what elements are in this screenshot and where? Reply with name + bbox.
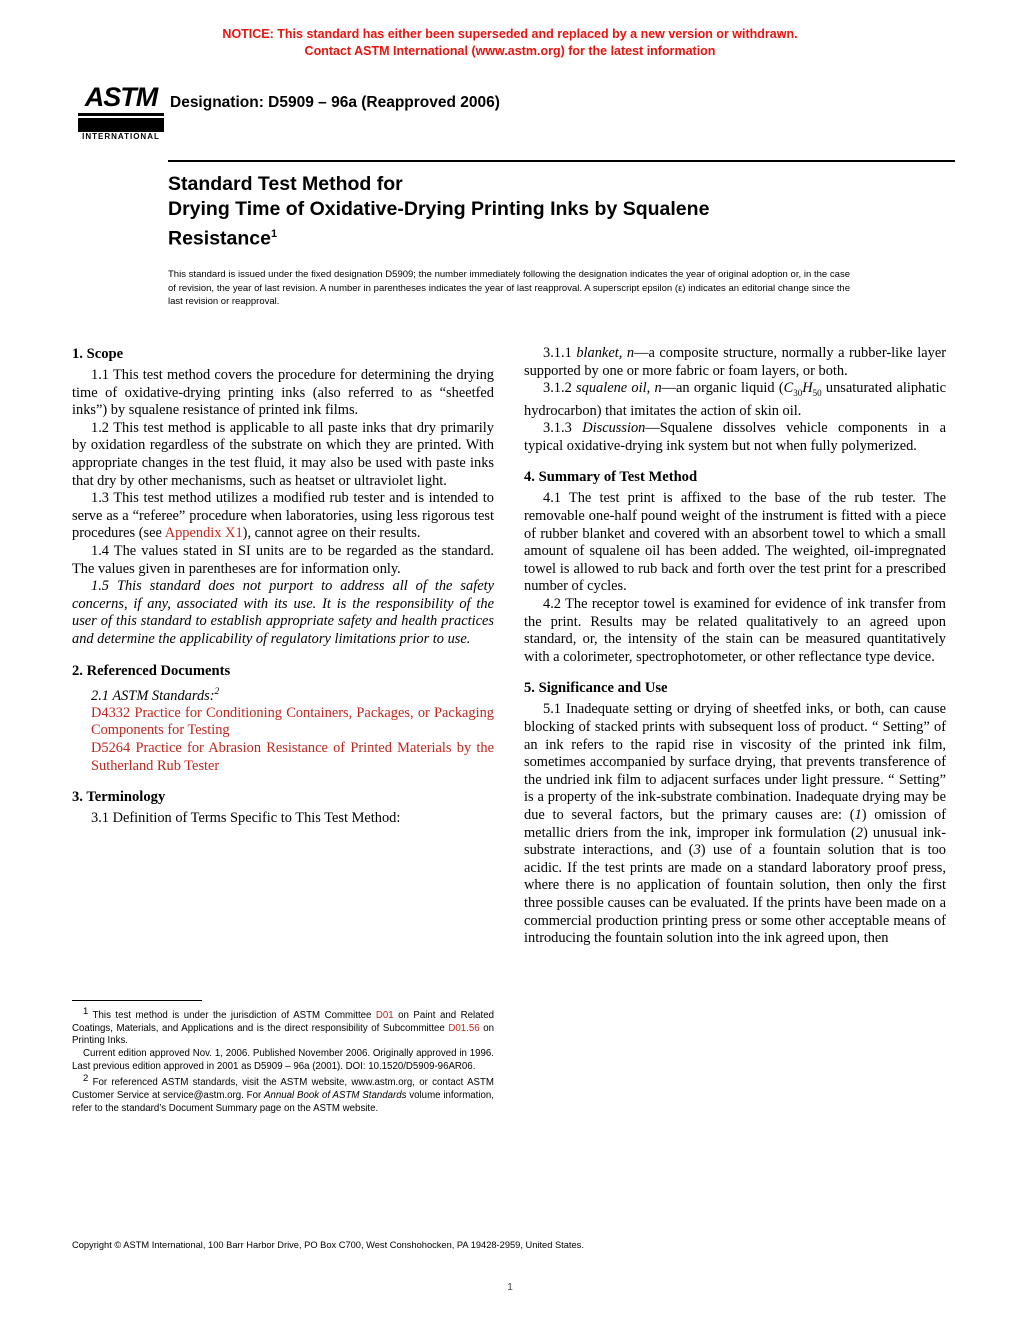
appendix-x1-link[interactable]: Appendix X1 xyxy=(164,525,243,542)
footnote-1-text-c: on Printing Inks. xyxy=(72,1022,495,1047)
footnote-2-marker: 2 xyxy=(83,1073,89,1085)
footnotes-block xyxy=(72,1006,494,1115)
scope-1-3-text-b: ), cannot agree on their results. xyxy=(242,525,421,542)
column-left xyxy=(72,345,494,828)
referenced-doc-d4332-title[interactable]: Practice for Conditioning Containers, Packages, or Packaging Components for Testing xyxy=(91,704,494,739)
scope-para-1-5: 1.5 This standard does not purport to address all of the safety concerns, if any, associated with its use. It is the responsibility of the user of this standard to establish appropriate safety and health practices and determine the applicability of regulatory limitations prior to use. xyxy=(72,578,494,647)
subcommittee-d0156-link[interactable]: D01.56 xyxy=(448,1022,480,1034)
logo-bar xyxy=(78,118,164,132)
def-3-1-1-text: —a composite structure, normally a rubber-like layer supported by one or more fabric or foam layers, or both. xyxy=(524,345,947,379)
def-3-1-2-text-a: —an organic liquid ( xyxy=(661,380,784,397)
column-right xyxy=(524,345,946,948)
section-heading-scope: 1. Scope xyxy=(72,346,124,362)
astm-logo-sub: INTERNATIONAL xyxy=(82,132,160,141)
scope-para-1-2: 1.2 This test method is applicable to all paste inks that dry primarily by oxidation regardless of the substrate on which they are printed. With appropriate changes in the test fluid, it may also be used with paste inks that dry by other mechanisms, such as heatset or ultraviolet light. xyxy=(72,419,494,489)
formula-c: C xyxy=(783,380,794,397)
title-line-3: Resistance xyxy=(168,227,271,250)
terminology-def-3-1-3 xyxy=(524,420,946,455)
footnote-2 xyxy=(72,1073,494,1115)
designation-text: Designation: D5909 – 96a (Reapproved 2006) xyxy=(170,94,500,111)
title-line-1: Standard Test Method for xyxy=(168,173,403,195)
header-rule xyxy=(168,160,955,162)
def-3-1-1-number: 3.1.1 xyxy=(543,345,577,361)
def-3-1-2-term: squalene oil, n xyxy=(576,380,662,397)
footnote-1-marker: 1 xyxy=(83,1006,89,1017)
copyright-line: Copyright © ASTM International, 100 Barr Harbor Drive, PO Box C700, West Conshohocken, PA 19428-2959, United States. xyxy=(72,1240,584,1250)
title-block xyxy=(168,172,958,252)
withdrawn-notice xyxy=(0,26,1020,60)
def-3-1-3-text: —Squalene dissolves vehicle components in a typical oxidative-drying ink system but not when fully polymerized. xyxy=(524,420,946,454)
notice-line-1: NOTICE: This standard has either been superseded and replaced by a new version or withdrawn. xyxy=(222,27,798,41)
scope-para-1-4: 1.4 The values stated in SI units are to be regarded as the standard. The values given in parentheses are for information only. xyxy=(72,542,494,577)
astm-logo xyxy=(75,82,167,154)
terminology-def-3-1-1 xyxy=(524,345,946,380)
sig-text-c: ) unusual ink-substrate interactions, and ( xyxy=(524,824,946,859)
def-3-1-2-number: 3.1.2 xyxy=(543,380,577,397)
section-heading-summary: 4. Summary of Test Method xyxy=(524,469,698,486)
def-3-1-1-term: blanket, n xyxy=(576,345,635,361)
title-line-2: Drying Time of Oxidative-Drying Printing Inks by Squalene xyxy=(168,198,710,220)
def-3-1-2-text-b: unsaturated aliphatic hydrocarbon) that imitates the action of skin oil. xyxy=(524,380,946,419)
referenced-doc-d5264-id[interactable]: D5264 xyxy=(91,740,131,757)
referenced-doc-d5264-title[interactable]: Practice for Abrasion Resistance of Printed Materials by the Sutherland Rub Tester xyxy=(91,740,494,774)
astm-logo-mark: ASTM xyxy=(84,82,158,112)
footnote-1-text-a: This test method is under the jurisdiction of ASTM Committee xyxy=(92,1010,376,1022)
def-3-1-3-number: 3.1.3 xyxy=(543,420,583,437)
formula-h-subscript: 50 xyxy=(812,388,822,399)
terminology-para-3-1: 3.1 Definition of Terms Specific to This Test Method: xyxy=(91,810,401,827)
logo-divider xyxy=(78,113,164,116)
formula-c-subscript: 30 xyxy=(793,388,803,399)
sig-text-d: ) use of a fountain solution that is too acidic. If the test prints are made on a standard laboratory proof press, where there is no application of fountain solution, then only the first three possible causes can be evaluated. If the prints have been made on a commercial production printing press or some other acceptable means of introducing the fountain solution into the ink agreed upon, then xyxy=(524,842,947,947)
section-heading-terminology: 3. Terminology xyxy=(72,789,166,806)
scope-para-1-3 xyxy=(72,490,494,543)
standard-issue-note: This standard is issued under the fixed designation D5909; the number immediately following the designation indicates the year of original adoption or, in the case of revision, the year of last revision. A number in parentheses indicates the year of last reapproval. A superscript epsilon (ε) indicates an editorial change since the last revision or reapproval. xyxy=(168,269,850,307)
referenced-standards-subheading xyxy=(72,684,494,705)
referenced-standards-label: 2.1 ASTM Standards: xyxy=(91,687,215,704)
scope-1-3-text-a: 1.3 This test method utilizes a modified rub tester and is intended to serve as a “referee” procedure when laboratories, using less rigorous test procedures (see xyxy=(72,490,494,542)
footnote-2-text-b: volume information, refer to the standard’s Document Summary page on the ASTM website. xyxy=(72,1090,494,1114)
committee-d01-link[interactable]: D01 xyxy=(375,1010,394,1022)
scope-para-1-1: 1.1 This test method covers the procedure for determining the drying time of oxidative-drying printing inks (also referred to as “sheetfed inks”) by squalene resistance of printed ink films. xyxy=(72,367,494,419)
referenced-doc-d4332-id[interactable]: D4332 xyxy=(91,704,131,721)
terminology-def-3-1-2 xyxy=(524,380,946,420)
footnote-separator xyxy=(72,1000,202,1001)
footnote-1 xyxy=(72,1006,494,1048)
section-heading-referenced-documents: 2. Referenced Documents xyxy=(72,662,231,679)
referenced-doc-d4332[interactable] xyxy=(72,705,494,740)
sig-text-a: 5.1 Inadequate setting or drying of sheetfed inks, or both, can cause blocking of stacked prints with subsequent loss of product. “ Setting” of an ink refers to the rapid rise in viscosity of the printed ink film, sometimes accompanied by surface drying, that prevents transference of the undried ink film to adjacent surfaces under light pressure. “ Setting” is a property of the ink-substrate combination. Inadequate drying may be due to several factors, but the primary causes are: ( xyxy=(524,701,946,823)
sig-item-3: 3 xyxy=(693,842,701,859)
footnote-2-text-a: For referenced ASTM standards, visit the ASTM website, www.astm.org, or contact ASTM Customer Service at service@astm.org. For xyxy=(72,1077,494,1102)
notice-line-2: Contact ASTM International (www.astm.org) for the latest information xyxy=(304,44,716,58)
significance-para-5-1 xyxy=(524,701,946,947)
summary-para-4-1: 4.1 The test print is affixed to the base of the rub tester. The removable one-half pound weight of the instrument is fitted with a piece of rubber blanket and covered with an absorbent towel to which a small amount of squalene oil has been added. The weighted, oil-impregnated towel is allowed to rub back and forth over the test print for a prescribed number of cycles. xyxy=(524,490,946,595)
footnote-2-italic: Annual Book of ASTM Standards xyxy=(264,1090,407,1102)
sig-item-2: 2 xyxy=(855,824,863,841)
document-header xyxy=(75,82,955,152)
summary-para-4-2: 4.2 The receptor towel is examined for evidence of ink transfer from the print. Results may be related qualitatively to an agreed upon standard, or, the intensity of the stain can be measured quantitatively with a colorimeter, spectrophotometer, or other reflectance type device. xyxy=(524,596,946,665)
page-number: 1 xyxy=(507,1282,513,1293)
title-footnote-marker: 1 xyxy=(270,228,278,240)
def-3-1-3-term: Discussion xyxy=(582,420,646,437)
referenced-standards-footnote-marker: 2 xyxy=(214,686,220,697)
section-heading-significance: 5. Significance and Use xyxy=(524,680,668,697)
footnote-1-text-b: on Paint and Related Coatings, Materials, and Applications and is the direct responsibility of Subcommittee xyxy=(72,1010,494,1034)
footnote-1-continuation: Current edition approved Nov. 1, 2006. Published November 2006. Originally approved in 1996. Last previous edition approved in 2001 as D5909 – 96a (2001). DOI: 10.1520/D5909-96AR06. xyxy=(72,1048,494,1072)
referenced-doc-d5264[interactable] xyxy=(72,740,494,775)
sig-text-b: ) omission of metallic driers from the ink, improper ink formulation ( xyxy=(524,806,946,841)
sig-item-1: 1 xyxy=(854,806,862,823)
formula-h: H xyxy=(802,380,813,397)
